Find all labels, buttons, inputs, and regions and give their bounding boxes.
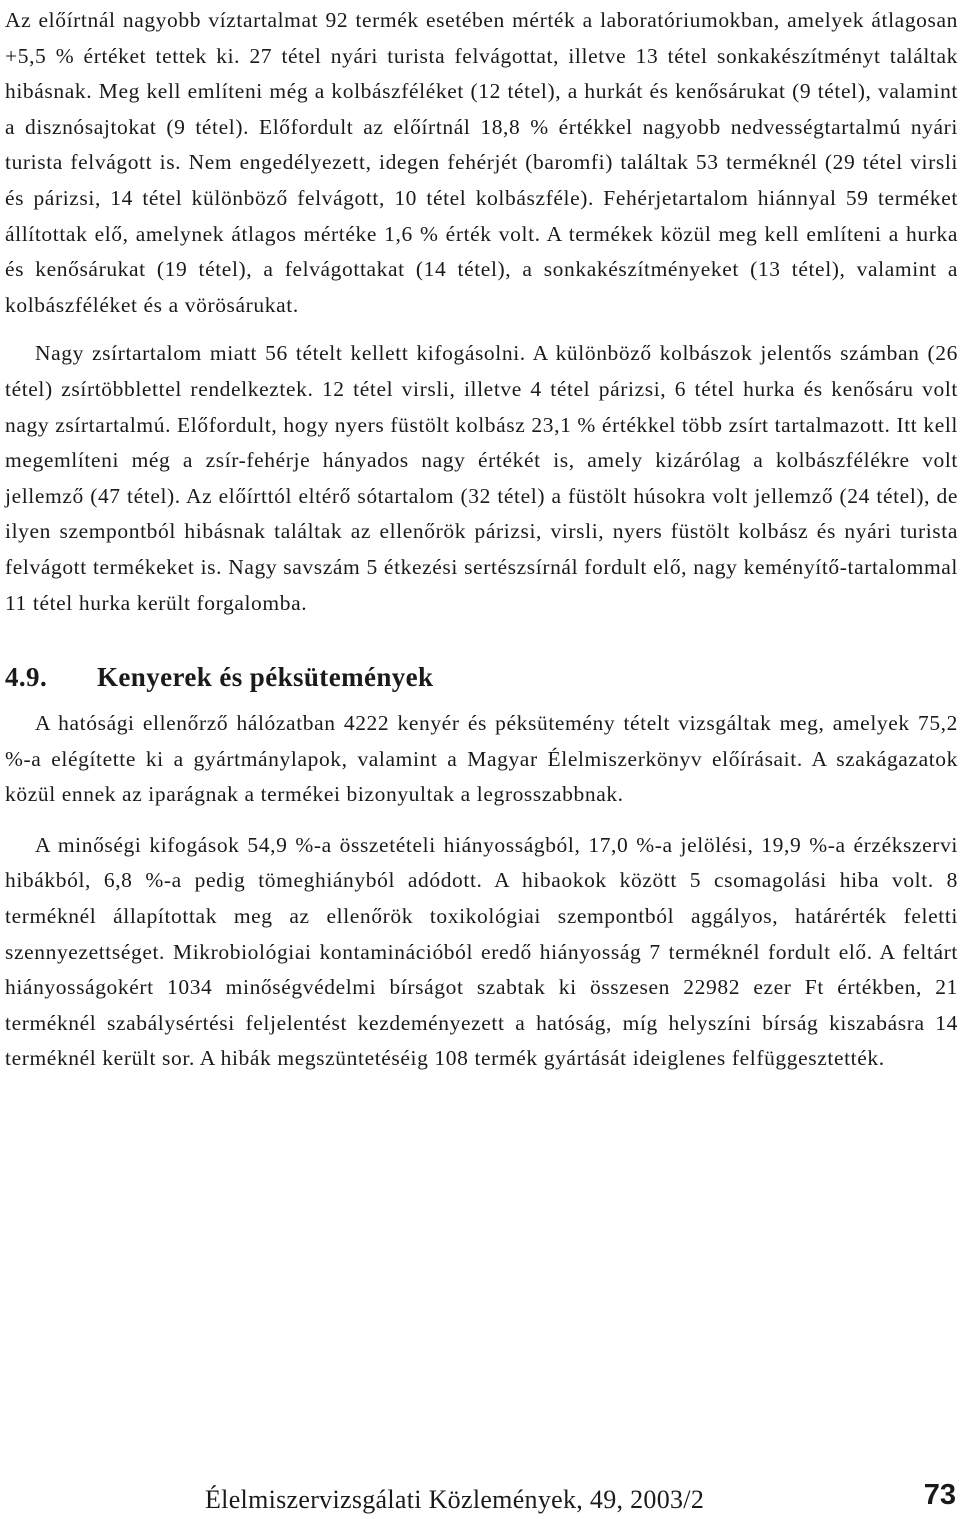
footer-journal-citation: Élelmiszervizsgálati Közlemények, 49, 2003/2 — [205, 1485, 705, 1514]
body-paragraph-1: Az előírtnál nagyobb víztartalmat 92 termék esetében mérték a laboratóriumokban, amelyek átlagosan +5,5 % értéket tettek ki. 27 tétel nyári turista felvágottat, illetve 13 tétel sonkakészítményt találtak hibásnak. Meg kell említeni még a kolbászféléket (12 tétel), a hurkát és kenősárukat (9 tétel), valamint a disznósajtokat (9 tétel). Előfordult az előírtnál 18,8 % értékkel nagyobb nedvességtartalmú nyári turista felvágott is. Nem engedélyezett, idegen fehérjét (baromfi) találtak 53 terméknél (29 tétel virsli és párizsi, 14 tétel különböző felvágott, 10 tétel kolbászféle). Fehérjetartalom hiánnyal 59 terméket állítottak elő, amelynek átlagos mértéke 1,6 % érték volt. A termékek közül meg kell említeni a hurka és kenősárukat (19 tétel), a felvágottakat (14 tétel), a sonkakészítményeket (13 tétel), valamint a kolbászféléket és a vörösárukat. — [5, 8, 958, 317]
section-number: 4.9. — [5, 662, 48, 693]
section-title: Kenyerek és péksütemények — [97, 662, 434, 693]
page-body — [5, 0, 958, 1077]
section-heading — [5, 659, 958, 695]
section-paragraph-1: A hatósági ellenőrző hálózatban 4222 kenyér és péksütemény tételt vizsgáltak meg, amelyek 75,2 %-a elégítette ki a gyártmánylapok, valamint a Magyar Élelmiszerkönyv előírásait. A szakágazatok közül ennek az iparágnak a termékei bizonyultak a legrosszabbnak. — [5, 711, 958, 807]
section-paragraph-2: A minőségi kifogások 54,9 %-a összetételi hiányosságból, 17,0 %-a jelölési, 19,9 %-a érzékszervi hibákból, 6,8 %-a pedig tömeghiányból adódott. A hibaokok között 5 csomagolási hiba volt. 8 terméknél állapítottak meg az ellenőrök toxikológiai szempontból aggályos, határérték feletti szennyezettséget. Mikrobiológiai kontaminációból eredő hiányosság 7 terméknél fordult elő. A feltárt hiányosságokért 1034 minőségvédelmi bírságot szabtak ki összesen 22982 ezer Ft értékben, 21 terméknél szabálysértési feljelentést kezdeményezett a hatóság, míg helyszíni bírság kiszabásra 14 terméknél került sor. A hibák megszüntetéséig 108 termék gyártását ideiglenes felfüggesztették. — [5, 832, 958, 1071]
body-paragraph-2: Nagy zsírtartalom miatt 56 tételt kellett kifogásolni. A különböző kolbászok jelentős számban (26 tétel) zsírtöbblettel rendelkeztek. 12 tétel virsli, illetve 4 tétel párizsi, 6 tétel hurka és kenősáru volt nagy zsírtartalmú. Előfordult, hogy nyers füstölt kolbász 23,1 % értékkel több zsírt tartalmazott. Itt kell megemlíteni még a zsír-fehérje hányados nagy értékét is, amely kizárólag a kolbászfélékre volt jellemző (47 tétel). Az előírttól eltérő sótartalom (32 tétel) a füstölt húsokra volt jellemző (24 tétel), de ilyen szempontból hibásnak találtak az ellenőrök párizsi, virsli, nyers füstölt kolbász és nyári turista felvágott termékeket is. Nagy savszám 5 étkezési sertészsírnál fordult elő, nagy keményítő-tartalommal 11 tétel hurka került forgalomba. — [5, 341, 958, 615]
page-number: 73 — [923, 1479, 956, 1511]
page-footer — [0, 1479, 960, 1519]
